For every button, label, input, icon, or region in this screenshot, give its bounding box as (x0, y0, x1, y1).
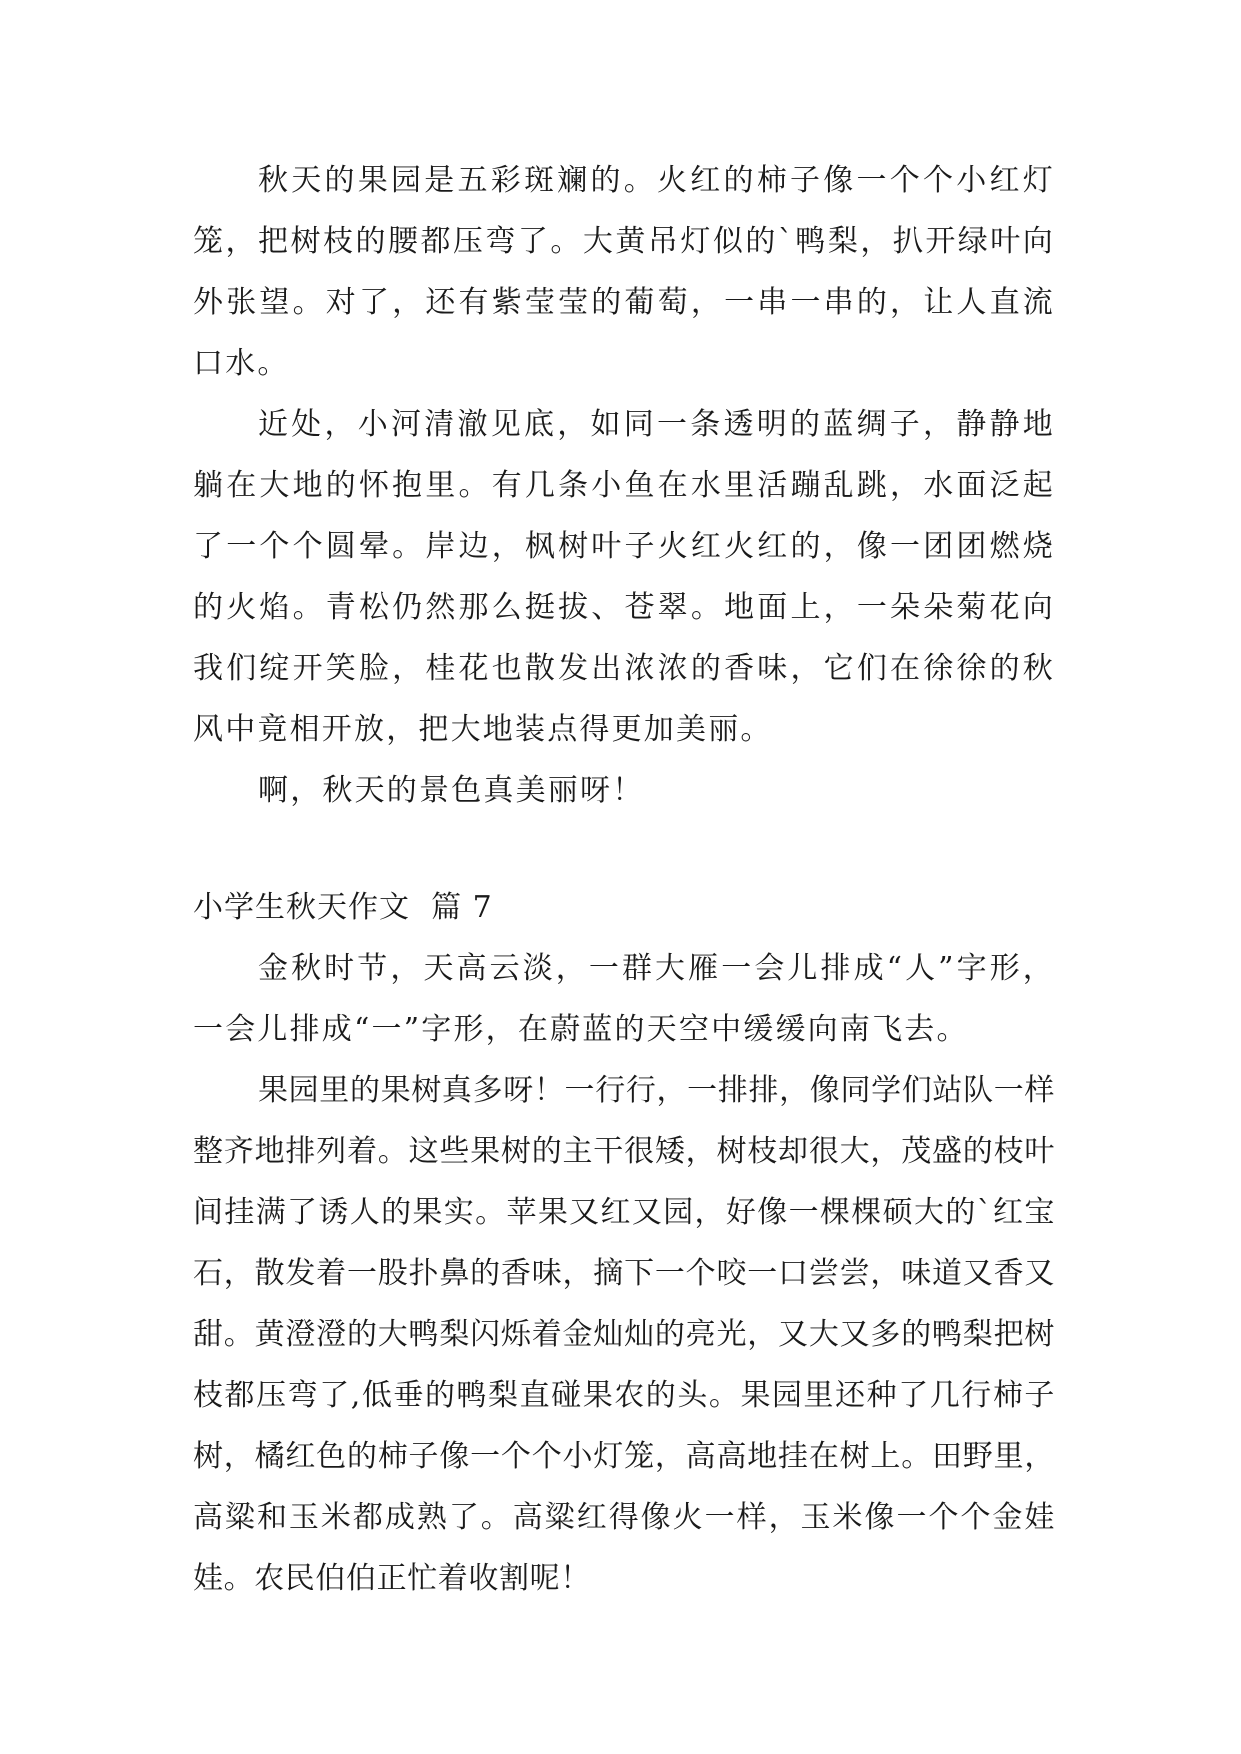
essay-section-7 (193, 877, 1055, 1609)
paragraph-river-scene: 近处，小河清澈见底，如同一条透明的蓝绸子，静静地躺在大地的怀抱里。有几条小鱼在水里活蹦乱跳，水面泛起了一个个圆晕。岸边，枫树叶子火红火红的，像一团团燃烧的火焰。青松仍然那么挺拔、苍翠。地面上，一朵朵菊花向我们绽开笑脸，桂花也散发出浓浓的香味，它们在徐徐的秋风中竟相开放，把大地装点得更加美丽。 (193, 407, 1055, 747)
paragraph-orchard-colors: 秋天的果园是五彩斑斓的。火红的柿子像一个个小红灯笼，把树枝的腰都压弯了。大黄吊灯似的`鸭梨，扒开绿叶向外张望。对了，还有紫莹莹的葡萄，一串一串的，让人直流口水。 (193, 163, 1055, 381)
paragraph-closing-exclamation: 啊，秋天的景色真美丽呀！ (258, 773, 645, 808)
paragraph-wild-geese: 金秋时节，天高云淡，一群大雁一会儿排成“人”字形，一会儿排成“一”字形，在蔚蓝的天空中缓缓向南飞去。 (193, 951, 1055, 1047)
paragraph-orchard-harvest: 果园里的果树真多呀！一行行，一排排，像同学们站队一样整齐地排列着。这些果树的主干很矮，树枝却很大，茂盛的枝叶间挂满了诱人的果实。苹果又红又园，好像一棵棵硕大的`红宝石，散发着一股扑鼻的香味，摘下一个咬一口尝尝，味道又香又甜。黄澄澄的大鸭梨闪烁着金灿灿的亮光，又大又多的鸭梨把树枝都压弯了,低垂的鸭梨直碰果农的头。果园里还种了几行柿子树，橘红色的柿子像一个个小灯笼，高高地挂在树上。田野里，高粱和玉米都成熟了。高粱红得像火一样，玉米像一个个金娃娃。农民伯伯正忙着收割呢！ (193, 1073, 1055, 1596)
document-body (193, 150, 1055, 1609)
essay-heading: 小学生秋天作文 篇 7 (193, 890, 493, 925)
essay-section-orchard-ending (193, 150, 1055, 821)
